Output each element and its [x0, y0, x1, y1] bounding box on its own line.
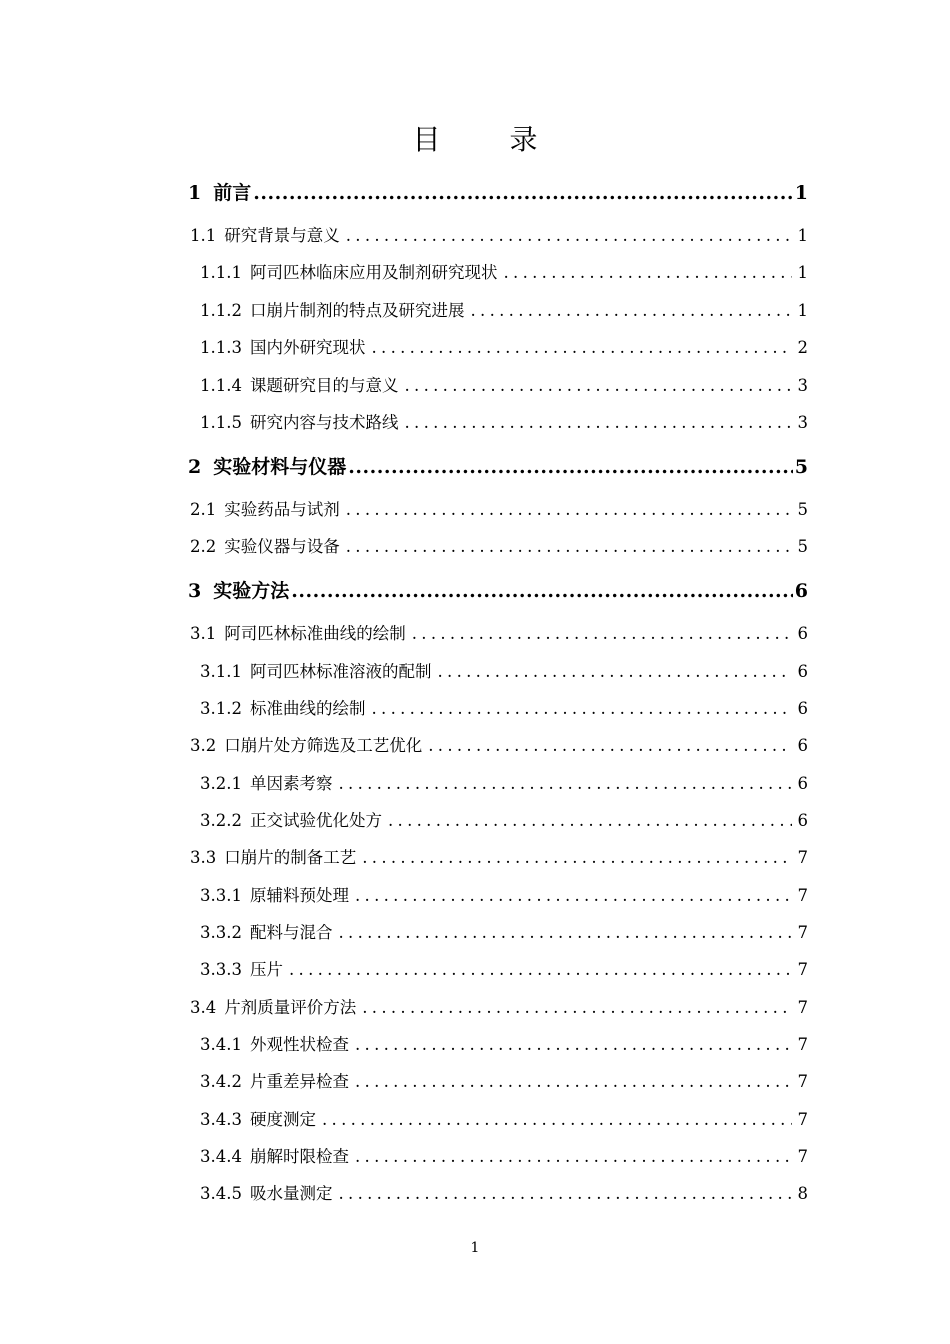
- toc-dot-leader: [338, 773, 791, 795]
- toc-dot-leader: [362, 847, 791, 869]
- toc-entry-level-3: [200, 694, 808, 720]
- toc-entry-title: 压片: [249, 960, 283, 979]
- toc-entry-number: 3.2: [190, 736, 217, 755]
- toc-entry-title: 口崩片处方筛选及工艺优化: [224, 736, 423, 755]
- toc-entry-page: 1: [797, 263, 808, 282]
- toc-entry-level-3: [200, 371, 808, 397]
- toc-entry-title: 单因素考察: [249, 774, 333, 793]
- toc-entry-page: 3: [797, 413, 808, 432]
- toc-entry-number: 3.4.4: [200, 1147, 242, 1166]
- toc-entry-level-3: [200, 918, 808, 944]
- toc-entry-page: 5: [797, 500, 808, 519]
- toc-entry-page: 6: [797, 736, 808, 755]
- toc-dot-leader: [348, 454, 793, 480]
- toc-entry-page: 1: [794, 182, 808, 204]
- toc-entry-title: 阿司匹林标准曲线的绘制: [224, 624, 406, 643]
- toc-dot-leader: [371, 337, 791, 359]
- toc-entry-page: 5: [794, 456, 808, 478]
- toc-entry-page: 6: [794, 580, 808, 602]
- toc-entry-level-2: [190, 532, 808, 558]
- toc-entry-number: 3.4.1: [200, 1035, 242, 1054]
- toc-entry-level-3: [200, 769, 808, 795]
- toc-dot-leader: [355, 1071, 792, 1093]
- toc-dot-leader: [355, 885, 792, 907]
- toc-entry-title: 外观性状检查: [249, 1035, 349, 1054]
- toc-entry-level-3: [200, 296, 808, 322]
- toc-entry-title: 原辅料预处理: [249, 886, 349, 905]
- toc-entry-number: 1.1.4: [200, 376, 242, 395]
- toc-entry-number: 3.2.2: [200, 811, 242, 830]
- toc-entry-number: 3.3.2: [200, 923, 242, 942]
- toc-entry-title: 口崩片制剂的特点及研究进展: [249, 301, 465, 320]
- toc-entry-number: 3.4.2: [200, 1072, 242, 1091]
- toc-entry-page: 6: [797, 774, 808, 793]
- toc-entry-level-2: [190, 843, 808, 869]
- toc-entry-number: 3.1.1: [200, 662, 242, 681]
- toc-entry-title: 实验材料与仪器: [213, 456, 347, 478]
- toc-entry-number: 2: [188, 456, 202, 478]
- toc-entry-title: 硬度测定: [249, 1110, 316, 1129]
- toc-entry-number: 1.1: [190, 226, 217, 245]
- toc-entry-number: 3.4: [190, 998, 217, 1017]
- toc-entry-page: 7: [797, 848, 808, 867]
- toc-dot-leader: [289, 959, 792, 981]
- toc-entry-level-3: [200, 1179, 808, 1205]
- toc-entry-level-2: [190, 731, 808, 757]
- toc-entry-title: 国内外研究现状: [249, 338, 366, 357]
- toc-entry-title: 研究背景与意义: [224, 226, 340, 245]
- toc-entry-page: 8: [797, 1184, 808, 1203]
- toc-entry-level-3: [200, 1105, 808, 1131]
- toc-entry-title: 阿司匹林临床应用及制剂研究现状: [249, 263, 498, 282]
- toc-entry-level-3: [200, 806, 808, 832]
- toc-entry-title: 片剂质量评价方法: [224, 998, 357, 1017]
- toc-entry-title: 实验仪器与设备: [224, 537, 340, 556]
- toc-entry-level-3: [200, 1030, 808, 1056]
- toc-entry-number: 3: [188, 580, 202, 602]
- toc-entry-title: 口崩片的制备工艺: [224, 848, 357, 867]
- toc-dot-leader: [338, 1183, 791, 1205]
- toc-entry-level-1: [188, 176, 808, 206]
- toc-entry-title: 前言: [213, 182, 252, 204]
- toc-dot-leader: [322, 1109, 792, 1131]
- page-title-char: 录: [509, 123, 538, 156]
- toc-dot-leader: [355, 1034, 792, 1056]
- toc-entry-number: 3.4.3: [200, 1110, 242, 1129]
- toc-entry-number: 2.1: [190, 500, 217, 519]
- toc-entry-level-3: [200, 1067, 808, 1093]
- toc-entry-title: 课题研究目的与意义: [249, 376, 399, 395]
- toc-entry-number: 1.1.2: [200, 301, 242, 320]
- toc-entry-page: 7: [797, 1110, 808, 1129]
- toc-entry-title: 崩解时限检查: [249, 1147, 349, 1166]
- toc-dot-leader: [412, 623, 792, 645]
- toc-entry-page: 7: [797, 923, 808, 942]
- toc-entry-number: 3.3.1: [200, 886, 242, 905]
- toc-entry-page: 6: [797, 811, 808, 830]
- toc-entry-page: 6: [797, 624, 808, 643]
- toc-entry-page: 1: [797, 226, 808, 245]
- toc-entry-page: 2: [797, 338, 808, 357]
- toc-entry-level-3: [200, 955, 808, 981]
- toc-entry-page: 7: [797, 1072, 808, 1091]
- toc-entry-title: 吸水量测定: [249, 1184, 333, 1203]
- toc-entry-number: 3.2.1: [200, 774, 242, 793]
- toc-dot-leader: [428, 735, 791, 757]
- toc-entry-title: 阿司匹林标准溶液的配制: [249, 662, 432, 681]
- toc-entry-title: 实验药品与试剂: [224, 500, 340, 519]
- toc-entry-title: 研究内容与技术路线: [249, 413, 399, 432]
- toc-entry-level-3: [200, 333, 808, 359]
- toc-dot-leader: [346, 536, 792, 558]
- toc-entry-number: 3.1.2: [200, 699, 242, 718]
- toc-dot-leader: [371, 698, 791, 720]
- toc-entry-number: 2.2: [190, 537, 217, 556]
- toc-dot-leader: [404, 412, 791, 434]
- toc-dot-leader: [388, 810, 792, 832]
- toc-entry-page: 7: [797, 960, 808, 979]
- toc-entry-level-1: [188, 574, 808, 604]
- toc-entry-page: 6: [797, 662, 808, 681]
- toc-entry-number: 1.1.5: [200, 413, 242, 432]
- toc-dot-leader: [503, 262, 791, 284]
- toc-entry-level-3: [200, 258, 808, 284]
- toc-entry-page: 5: [797, 537, 808, 556]
- toc-entry-number: 1: [188, 182, 202, 204]
- toc-entry-level-3: [200, 1142, 808, 1168]
- toc-entry-number: 3.3: [190, 848, 217, 867]
- toc-dot-leader: [291, 578, 793, 604]
- toc-entry-title: 配料与混合: [249, 923, 333, 942]
- toc-entry-level-3: [200, 881, 808, 907]
- toc-entry-page: 6: [797, 699, 808, 718]
- toc-entry-number: 3.4.5: [200, 1184, 242, 1203]
- toc-entry-page: 7: [797, 1147, 808, 1166]
- toc-entry-page: 3: [797, 376, 808, 395]
- toc-entry-page: 1: [797, 301, 808, 320]
- toc-entry-page: 7: [797, 998, 808, 1017]
- toc-entry-level-3: [200, 408, 808, 434]
- toc-entry-title: 实验方法: [213, 580, 290, 602]
- toc-entry-number: 3.1: [190, 624, 217, 643]
- toc-dot-leader: [437, 661, 791, 683]
- toc-dot-leader: [253, 180, 793, 206]
- toc-dot-leader: [404, 375, 791, 397]
- toc-entry-level-2: [190, 221, 808, 247]
- toc-entry-page: 7: [797, 886, 808, 905]
- toc-entry-title: 标准曲线的绘制: [249, 699, 366, 718]
- toc-dot-leader: [346, 225, 792, 247]
- page-title-char: 目: [412, 123, 441, 156]
- page-number-footer: 1: [470, 1240, 480, 1256]
- toc-entry-number: 1.1.3: [200, 338, 242, 357]
- toc-entry-level-2: [190, 619, 808, 645]
- toc-dot-leader: [338, 922, 791, 944]
- toc-entry-title: 正交试验优化处方: [249, 811, 382, 830]
- toc-entry-number: 3.3.3: [200, 960, 242, 979]
- toc-entry-page: 7: [797, 1035, 808, 1054]
- toc-entry-level-2: [190, 993, 808, 1019]
- toc-dot-leader: [346, 499, 792, 521]
- toc-entry-level-1: [188, 450, 808, 480]
- toc-dot-leader: [355, 1146, 792, 1168]
- toc-dot-leader: [362, 997, 791, 1019]
- toc-dot-leader: [470, 300, 791, 322]
- toc-entry-level-2: [190, 495, 808, 521]
- toc-entry-level-3: [200, 657, 808, 683]
- toc-entry-title: 片重差异检查: [249, 1072, 349, 1091]
- toc-entry-number: 1.1.1: [200, 263, 242, 282]
